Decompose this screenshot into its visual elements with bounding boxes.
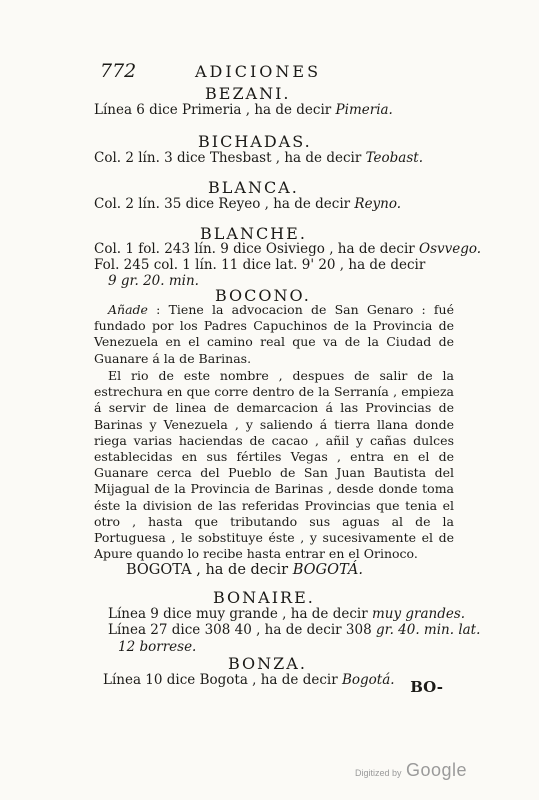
entry-line: Línea 6 dice Primeria , ha de decir Pimeria. [94,102,393,118]
entry-line: Col. 1 fol. 243 lín. 9 dice Osiviego , ha de decir Osvvego. [94,241,482,257]
entry-line: Col. 2 lín. 3 dice Thesbast , ha de decir Teobast. [94,150,423,166]
entry-line: BOGOTA , ha de decir BOGOTÁ. [126,562,363,578]
entry-line: Línea 9 dice muy grande , ha de decir muy grandes. [108,606,466,622]
entry-title-bonza: BONZA. [228,654,307,673]
watermark-brand: Google [405,760,467,780]
entry-line: 9 gr. 20. min. [108,273,199,289]
page-number: 772 [100,60,137,82]
page-header [100,60,460,84]
entry-title-bezani: BEZANI. [205,84,291,103]
running-title: ADICIONES [195,62,322,81]
catchword: BO- [410,678,443,696]
entry-title-bonaire: BONAIRE. [213,588,315,607]
digitized-watermark [355,760,467,781]
entry-title-bocono: BOCONO. [215,286,311,305]
watermark-prefix: Digitized by [354,768,402,778]
entry-line: Línea 27 dice 308 40 , ha de decir 308 gr. 40. min. lat. [108,622,481,638]
entry-line: Línea 10 dice Bogota , ha de decir Bogotá. [103,672,395,688]
entry-title-blanca: BLANCA. [208,178,299,197]
entry-paragraph: El rio de este nombre , despues de salir de la estrechura en que corre dentro de la Serranía , empieza á servir de linea de demarcacion á las Provincias de Barinas y Venezuela , y saliendo á tierra llana donde riega varias haciendas de cacao , añil y cañas dulces establecidas en sus fértiles Vegas , entra en el de Guanare cerca del Pueblo de San Juan Bautista del Mijagual de la Provincia de Barinas , desde donde toma éste la division de las referidas Provincias que tenia el otro , hasta que tributando sus aguas al de la Portuguesa , le sobstituye éste , y sucesivamente el de Apure quando lo recibe hasta entrar en el Orinoco. [94,368,454,562]
entry-title-blanche: BLANCHE. [200,224,307,243]
entry-line: Fol. 245 col. 1 lín. 11 dice lat. 9' 20 , ha de decir [94,257,426,273]
entry-paragraph: Añade : Tiene la advocacion de San Genaro : fué fundado por los Padres Capuchinos de la Provincia de Venezuela en el camino real que va de la Ciudad de Guanare á la de Barinas. [94,302,454,366]
entry-title-bichadas: BICHADAS. [198,132,312,151]
entry-line: 12 borrese. [118,639,197,655]
entry-line: Col. 2 lín. 35 dice Reyeo , ha de decir Reyno. [94,196,402,212]
